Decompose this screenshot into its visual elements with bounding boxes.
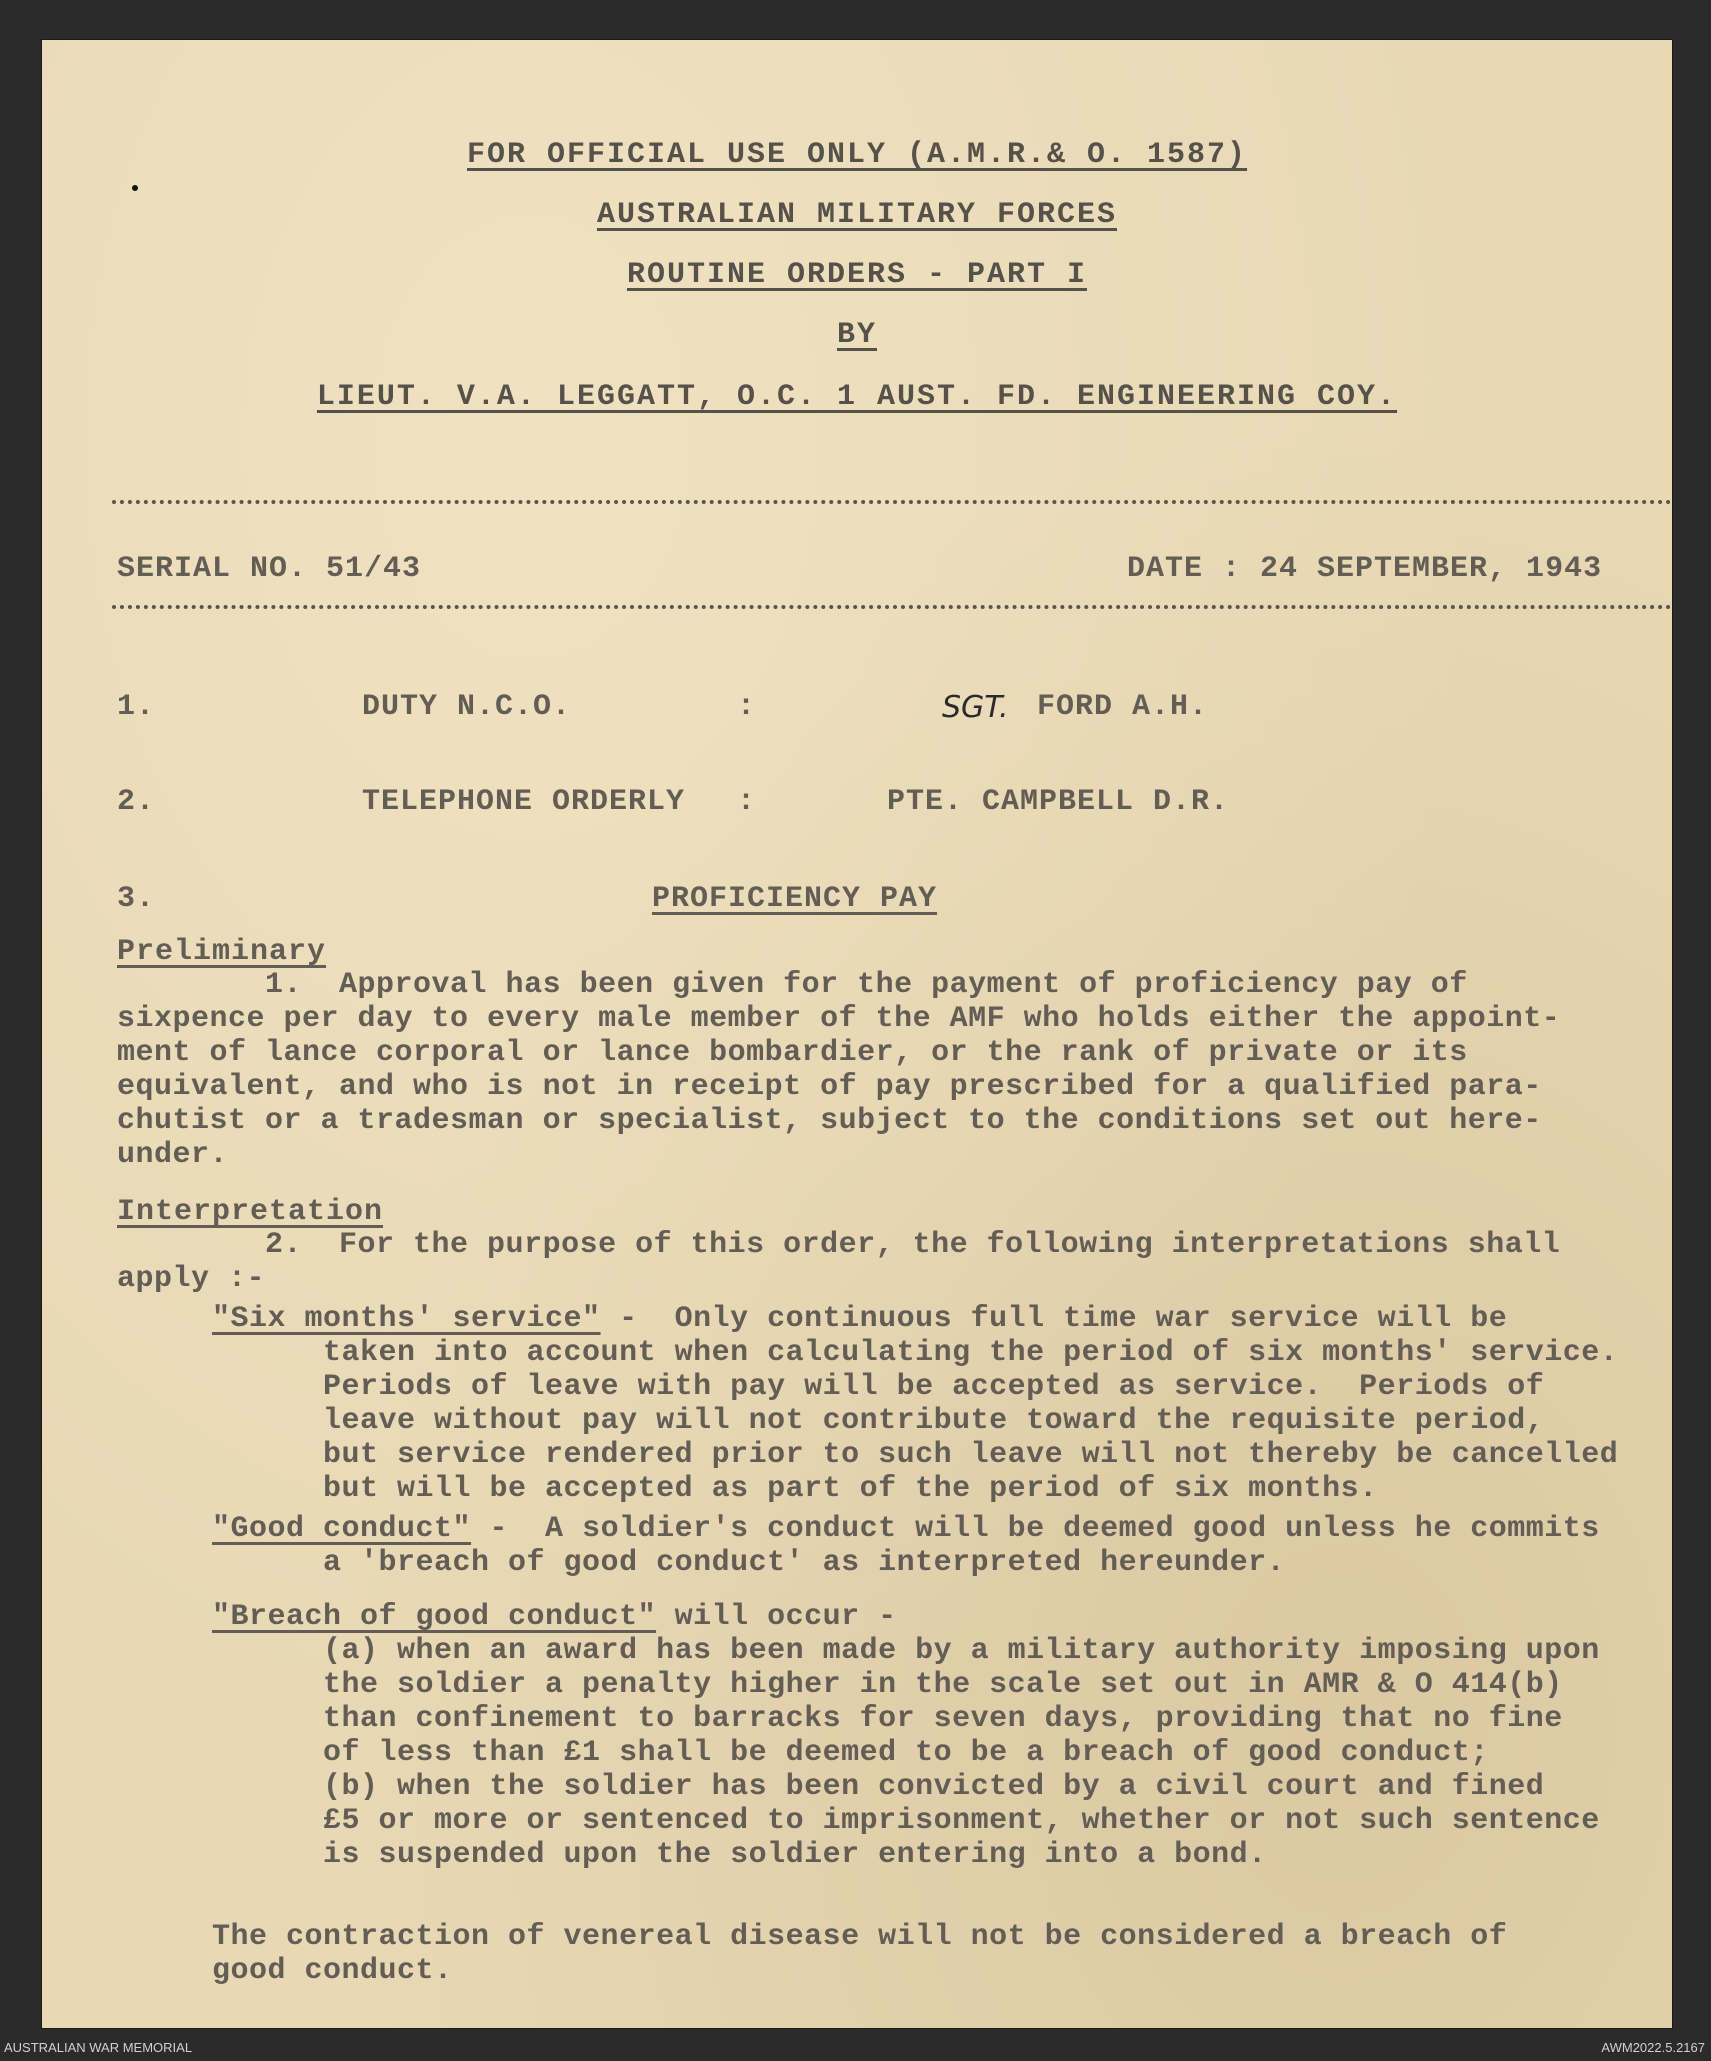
interpretation-paragraph: 2. For the purpose of this order, the following interpretations shall apply :-	[117, 1228, 1561, 1296]
document-page	[42, 40, 1672, 2028]
preliminary-paragraph: 1. Approval has been given for the payment of proficiency pay of sixpence per day to every male member of the AMF who holds either the appoint- ment of lance corporal or lance bombardier, or the rank of private or its equivalent, and who is not in receipt of pay prescribed for a qualified para- chutist or a tradesman or specialist, subject to the conditions set out here- under.	[117, 968, 1561, 1172]
good-conduct-term: "Good conduct"	[212, 1512, 472, 1546]
six-months-text: - Only continuous full time war service will be taken into account when calculating the period of six months' service. Periods of leave with pay will be accepted as service. Periods of leave without pay will not contribute toward the requisite period, but service rendered prior to such leave will not thereby be cancelled but will be accepted as part of the period of six months.	[323, 1302, 1619, 1506]
section-number: 3.	[117, 882, 156, 916]
divider-bottom	[112, 605, 1672, 609]
six-months-definition	[212, 1302, 1618, 1506]
item-number: 1.	[117, 690, 156, 724]
item-value-telephone-orderly: PTE. CAMPBELL D.R.	[887, 785, 1230, 819]
preliminary-heading: Preliminary	[117, 935, 327, 969]
header-officer: LIEUT. V.A. LEGGATT, O.C. 1 AUST. FD. ENGINEERING COY.	[316, 380, 1398, 414]
item-separator: :	[737, 785, 757, 819]
ink-mark	[132, 185, 138, 191]
divider-top	[112, 500, 1672, 504]
handwritten-rank: SGT.	[942, 690, 1009, 725]
section-title: PROFICIENCY PAY	[652, 882, 938, 916]
header-official-use: FOR OFFICIAL USE ONLY (A.M.R.& O. 1587)	[466, 138, 1248, 172]
header-by: BY	[836, 318, 877, 352]
item-number: 2.	[117, 785, 156, 819]
item-value-duty-nco: FORD A.H.	[1037, 690, 1209, 724]
good-conduct-definition	[212, 1512, 1600, 1580]
item-separator: :	[737, 690, 757, 724]
breach-term: "Breach of good conduct"	[212, 1600, 657, 1634]
serial-number: SERIAL NO. 51/43	[117, 552, 422, 586]
breach-text: will occur - (a) when an award has been made by a military authority imposing upon the soldier a penalty higher in the scale set out in AMR & O 414(b) than confinement to barracks for seven days, providing that no fine of less than £1 shall be deemed to be a breach of good conduct; (b) when the soldier has been convicted by a civil court and fined £5 or more or sentenced to imprisonment, whether or not such sentence is suspended upon the soldier entering into a bond.	[323, 1600, 1600, 1872]
footer-archive-name: AUSTRALIAN WAR MEMORIAL	[4, 2040, 193, 2055]
closing-paragraph: The contraction of venereal disease will not be considered a breach of good conduct.	[212, 1920, 1508, 1988]
breach-definition	[212, 1600, 1600, 1872]
item-label-duty-nco: DUTY N.C.O.	[362, 690, 572, 724]
interpretation-heading: Interpretation	[117, 1195, 384, 1229]
routine-orders-document	[42, 40, 1672, 2028]
six-months-term: "Six months' service"	[212, 1302, 601, 1336]
header-military-forces: AUSTRALIAN MILITARY FORCES	[596, 198, 1118, 232]
good-conduct-text: - A soldier's conduct will be deemed good unless he commits a 'breach of good conduct' as interpreted hereunder.	[323, 1512, 1600, 1580]
item-label-telephone-orderly: TELEPHONE ORDERLY	[362, 785, 686, 819]
header-routine-orders: ROUTINE ORDERS - PART I	[626, 258, 1088, 292]
footer-accession-number: AWM2022.5.2167	[1601, 2040, 1705, 2055]
order-date: DATE : 24 SEPTEMBER, 1943	[1127, 552, 1603, 586]
